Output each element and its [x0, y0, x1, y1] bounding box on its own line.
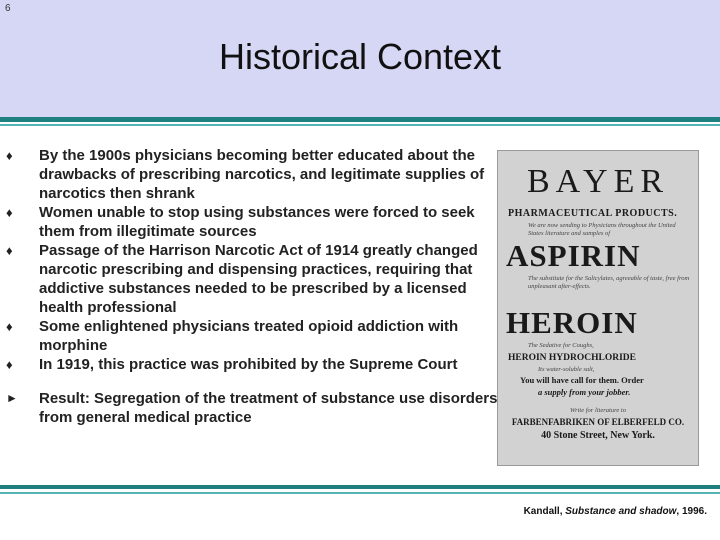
bullet-text: In 1919, this practice was prohibited by the Supreme Court	[39, 356, 458, 373]
ad-intro: We are now sending to Physicians throughout the United States literature and samples of	[528, 222, 676, 237]
bullet-list	[0, 146, 492, 374]
bayer-advertisement	[497, 150, 699, 466]
diamond-bullet-icon: ♦	[6, 148, 13, 163]
bullet-item	[0, 203, 492, 241]
footer-divider	[0, 485, 720, 489]
bullet-item	[0, 355, 492, 374]
ad-brand: BAYER	[526, 163, 670, 200]
bullet-item	[0, 146, 492, 203]
bullet-item	[0, 241, 492, 317]
header-divider	[0, 117, 720, 122]
bullet-item	[0, 317, 492, 355]
footer-divider-thin	[0, 492, 720, 494]
result-statement	[0, 389, 509, 427]
bullet-text: By the 1900s physicians becoming better educated about the drawbacks of prescribing narcotics, and legitimate supplies of narcotics then shrank	[39, 147, 485, 202]
diamond-bullet-icon: ♦	[6, 243, 13, 258]
citation	[524, 506, 707, 517]
ad-product-heroin: HEROIN	[506, 305, 638, 340]
ad-address: 40 Stone Street, New York.	[541, 430, 655, 441]
header-divider-thin	[0, 124, 720, 126]
result-text: Result: Segregation of the treatment of substance use disorders from general medical practice	[39, 390, 498, 426]
bullet-text: Some enlightened physicians treated opioid addiction with morphine	[39, 318, 459, 354]
arrow-bullet-icon: ►	[6, 391, 18, 405]
diamond-bullet-icon: ♦	[6, 319, 13, 334]
ad-note-line2: You will have call for them. Order	[520, 375, 644, 385]
slide-number: 6	[5, 3, 11, 14]
ad-write-for: Write for literature to	[570, 407, 626, 414]
bullet-text: Women unable to stop using substances were forced to seek them from illegitimate sources	[39, 204, 475, 240]
ad-product-aspirin: ASPIRIN	[506, 238, 641, 273]
ad-note-line3: a supply from your jobber.	[538, 387, 631, 397]
ad-product-heroin-hcl: HEROIN HYDROCHLORIDE	[508, 353, 636, 363]
page-title: Historical Context	[218, 36, 502, 77]
citation-book: Substance and shadow	[565, 506, 677, 517]
ad-note-line1: Its water-soluble salt,	[538, 366, 595, 373]
diamond-bullet-icon: ♦	[6, 205, 13, 220]
ad-heroin-desc: The Sedative for Coughs,	[528, 342, 594, 349]
citation-author: Kandall,	[523, 506, 566, 517]
ad-company: FARBENFABRIKEN OF ELBERFELD CO.	[511, 417, 685, 427]
ad-subtitle: PHARMACEUTICAL PRODUCTS.	[508, 208, 678, 219]
ad-aspirin-desc: The substitute for the Salicylates, agreeable of taste, free from unpleasant after-effects.	[528, 275, 690, 290]
citation-year: , 1996.	[676, 506, 707, 517]
diamond-bullet-icon: ♦	[6, 357, 13, 372]
bullet-text: Passage of the Harrison Narcotic Act of 1914 greatly changed narcotic prescribing and dispensing practices, requiring that addictive substances needed to be prescribed by a licensed health professional	[39, 242, 478, 316]
